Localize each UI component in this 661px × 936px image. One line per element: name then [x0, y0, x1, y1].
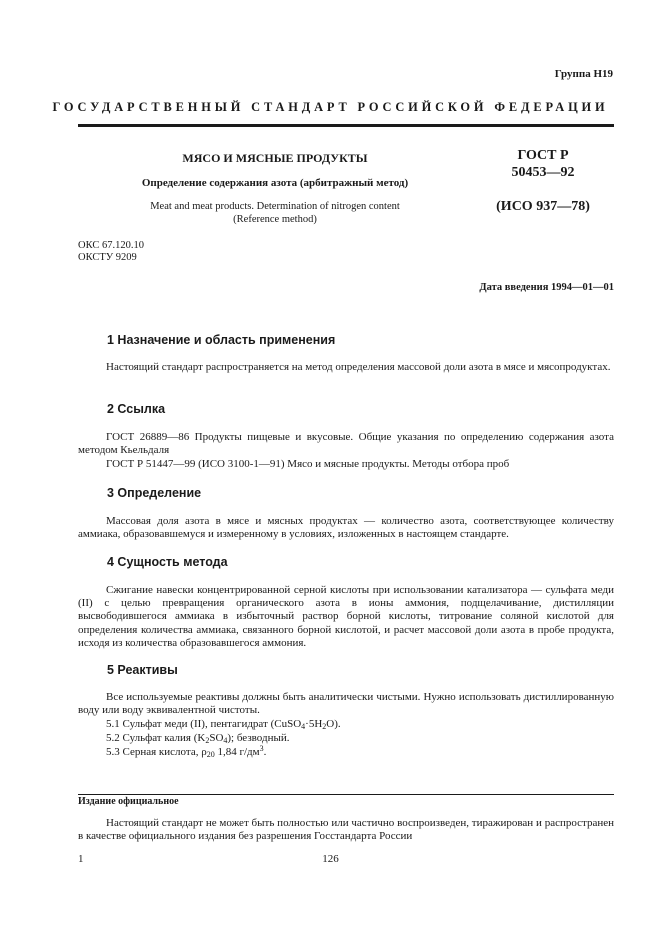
reagent-5-1: 5.1 Сульфат меди (II), пентагидрат $(CuSO_4\cdot 5H_2O)$. — [106, 718, 341, 731]
page-number: 126 — [322, 853, 339, 865]
section-1-heading: 1 Назначение и область применения — [107, 333, 336, 347]
okstu-code: ОКСТУ 9209 — [78, 252, 137, 263]
section-3-heading: 3 Определение — [107, 486, 202, 500]
official-edition-label: Издание официальное — [78, 796, 179, 807]
section-5-heading: 5 Реактивы — [107, 663, 178, 677]
section-4-heading: 4 Сущность метода — [107, 555, 228, 569]
english-title — [80, 200, 470, 226]
copyright-notice: Настоящий стандарт не может быть полностью или частично воспроизведен, тиражирован и распространен в качестве официального издания без разрешения Госстандарта России — [78, 817, 614, 843]
english-title-line2: (Reference method) — [233, 214, 317, 225]
reagent-5-3: 5.3 Серная кислота, $\rho_{20}$ 1,84 $г/дм^3$. — [106, 744, 267, 759]
document-title: МЯСО И МЯСНЫЕ ПРОДУКТЫ — [182, 151, 368, 165]
iso-designation: (ИСО 937—78) — [496, 199, 590, 214]
section-3-text: Массовая доля азота в мясе и мясных продуктах — количество азота, соответствующее количеству аммиака, образовавшемуся и измеренному в условиях, изложенных в настоящем стандарте. — [78, 515, 614, 541]
section-2-ref2: ГОСТ Р 51447—99 (ИСО 3100-1—91) Мясо и мясные продукты. Методы отбора проб — [106, 458, 510, 470]
section-2-ref1: ГОСТ 26889—86 Продукты пищевые и вкусовые. Общие указания по определению содержания азота методом Кьельдаля — [78, 431, 614, 457]
group-code: Группа Н19 — [554, 68, 613, 80]
english-title-line1: Meat and meat products. Determination of nitrogen content — [150, 201, 400, 212]
oks-code: ОКС 67.120.10 — [78, 240, 144, 251]
reagent-5-2: 5.2 Сульфат калия $(K_2SO_4)$; безводный. — [106, 732, 290, 745]
document-subtitle: Определение содержания азота (арбитражный метод) — [141, 177, 409, 189]
introduction-date: Дата введения 1994—01—01 — [479, 282, 614, 293]
section-4-text: Сжигание навески концентрированной серной кислоты при использовании катализатора — сульфата меди (II) с целью превращения органического азота в ионы аммония, подщелачивание, дистилляции высвободившегося аммиака в избыточный раствор борной кислоты, титрование соляной кислотой для определения количества аммиака, связанного борной кислотой, и расчет массовой доли азота в пробе продукта, исходя из количества образовавшегося аммония. — [78, 584, 614, 649]
gost-line1: ГОСТ Р — [517, 148, 569, 163]
gost-designation — [478, 147, 608, 181]
section-5-text: Все используемые реактивы должны быть аналитически чистыми. Нужно использовать дистиллированную воду или воду эквивалентной чистоты. — [78, 691, 614, 717]
section-2-heading: 2 Ссылка — [107, 402, 166, 416]
classification-codes — [78, 240, 144, 264]
section-1-text: Настоящий стандарт распространяется на метод определения массовой доли азота в мясе и мясопродуктах. — [106, 361, 611, 373]
official-rule — [78, 794, 614, 795]
edition-number: 1 — [78, 853, 84, 865]
state-standard-heading: ГОСУДАРСТВЕННЫЙ СТАНДАРТ РОССИЙСКОЙ ФЕДЕРАЦИИ — [52, 100, 609, 114]
gost-line2: 50453—92 — [511, 165, 575, 180]
header-rule — [78, 124, 614, 127]
